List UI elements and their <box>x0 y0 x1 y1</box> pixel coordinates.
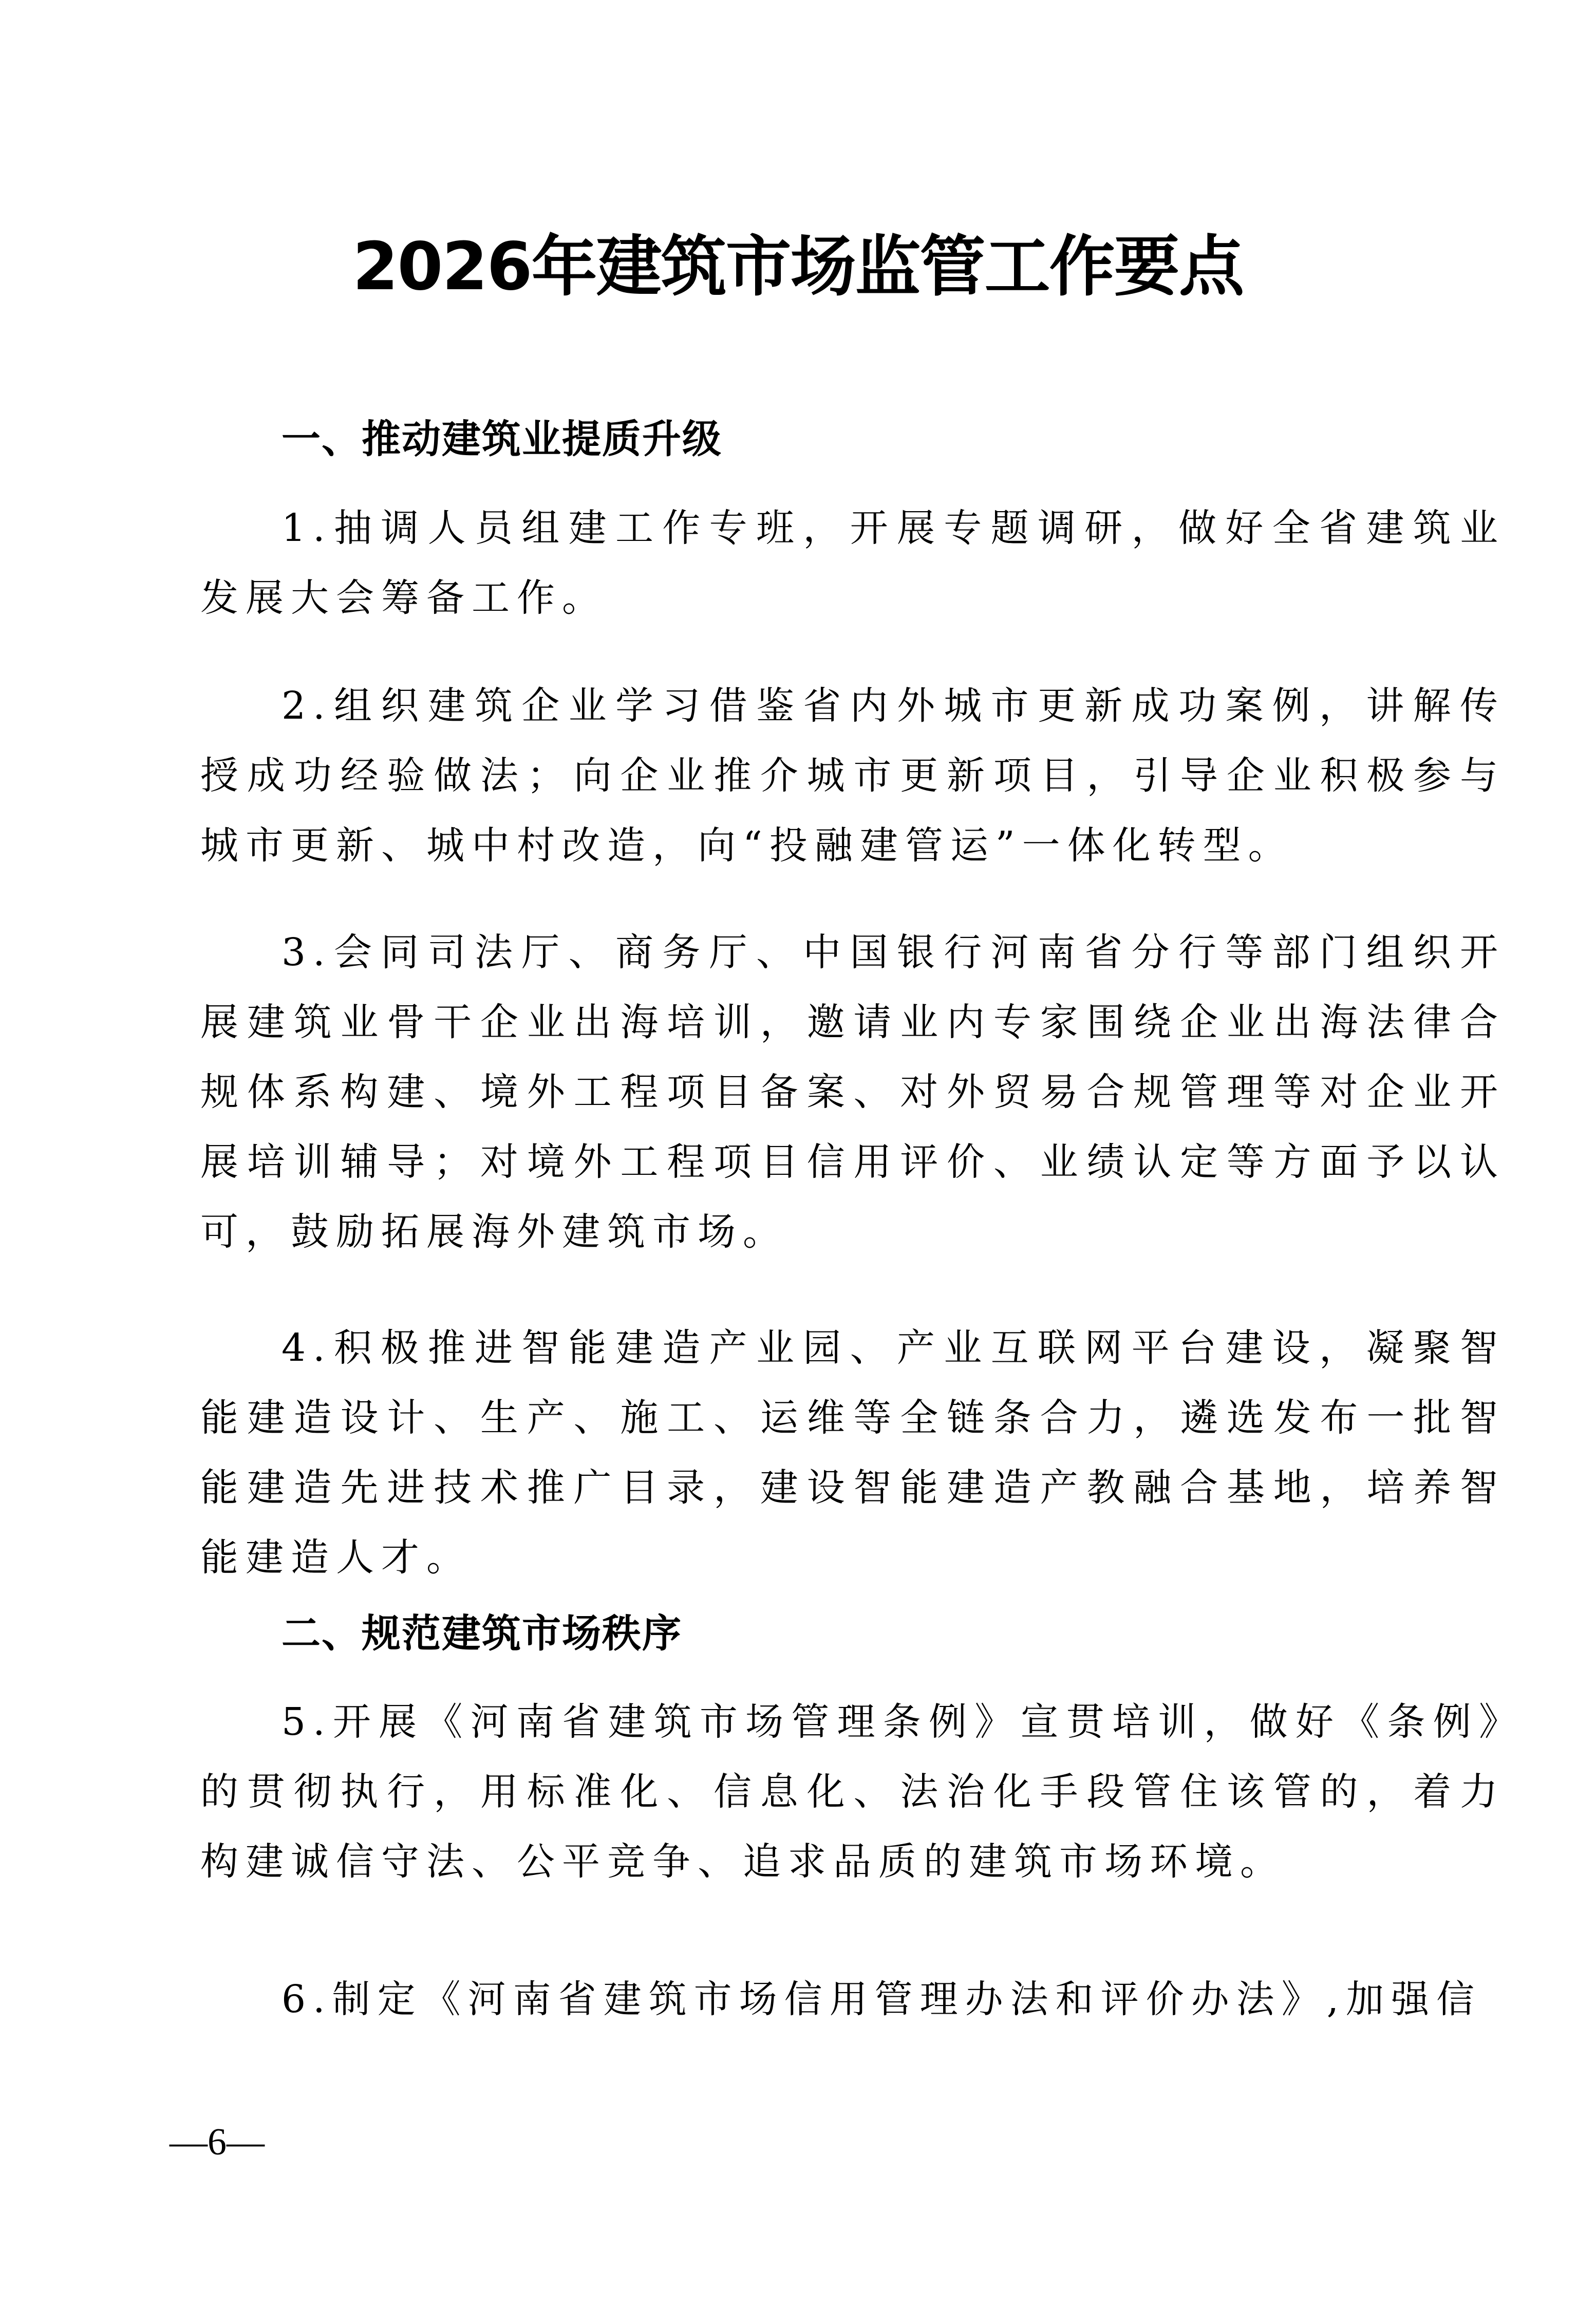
list-item-6: 6.制定《河南省建筑市场信用管理办法和评价办法》,加强信 <box>281 1977 1482 2021</box>
list-item-1: 1.抽调人员组建工作专班，开展专题调研，做好全省建筑业发展大会筹备工作。 <box>200 506 1505 620</box>
list-item-5: 5.开展《河南省建筑市场管理条例》宣贯培训，做好《条例》的贯彻执行，用标准化、信息化、法治化手段管住该管的，着力构建诚信守法、公平竞争、追求品质的建筑市场环境。 <box>200 1700 1505 1884</box>
section-heading-2: 二、规范建筑市场秩序 <box>281 1610 682 1656</box>
list-item-2: 2.组织建筑企业学习借鉴省内外城市更新成功案例，讲解传授成功经验做法；向企业推介城市更新项目，引导企业积极参与城市更新、城中村改造，向“投融建管运”一体化转型。 <box>200 684 1505 868</box>
list-item-3: 3.会同司法厅、商务厅、中国银行河南省分行等部门组织开展建筑业骨干企业出海培训，邀请业内专家围绕企业出海法律合规体系构建、境外工程项目备案、对外贸易合规管理等对企业开展培训辅导；对境外工程项目信用评价、业绩认定等方面予以认可，鼓励拓展海外建筑市场。 <box>200 930 1505 1254</box>
section-heading-1: 一、推动建筑业提质升级 <box>281 416 722 462</box>
list-item-4: 4.积极推进智能建造产业园、产业互联网平台建设，凝聚智能建造设计、生产、施工、运维等全链条合力，遴选发布一批智能建造先进技术推广目录，建设智能建造产教融合基地，培养智能建造人才。 <box>200 1326 1505 1580</box>
document-title: 2026年建筑市场监管工作要点 <box>352 229 1244 305</box>
page-number: —6— <box>170 2121 265 2163</box>
